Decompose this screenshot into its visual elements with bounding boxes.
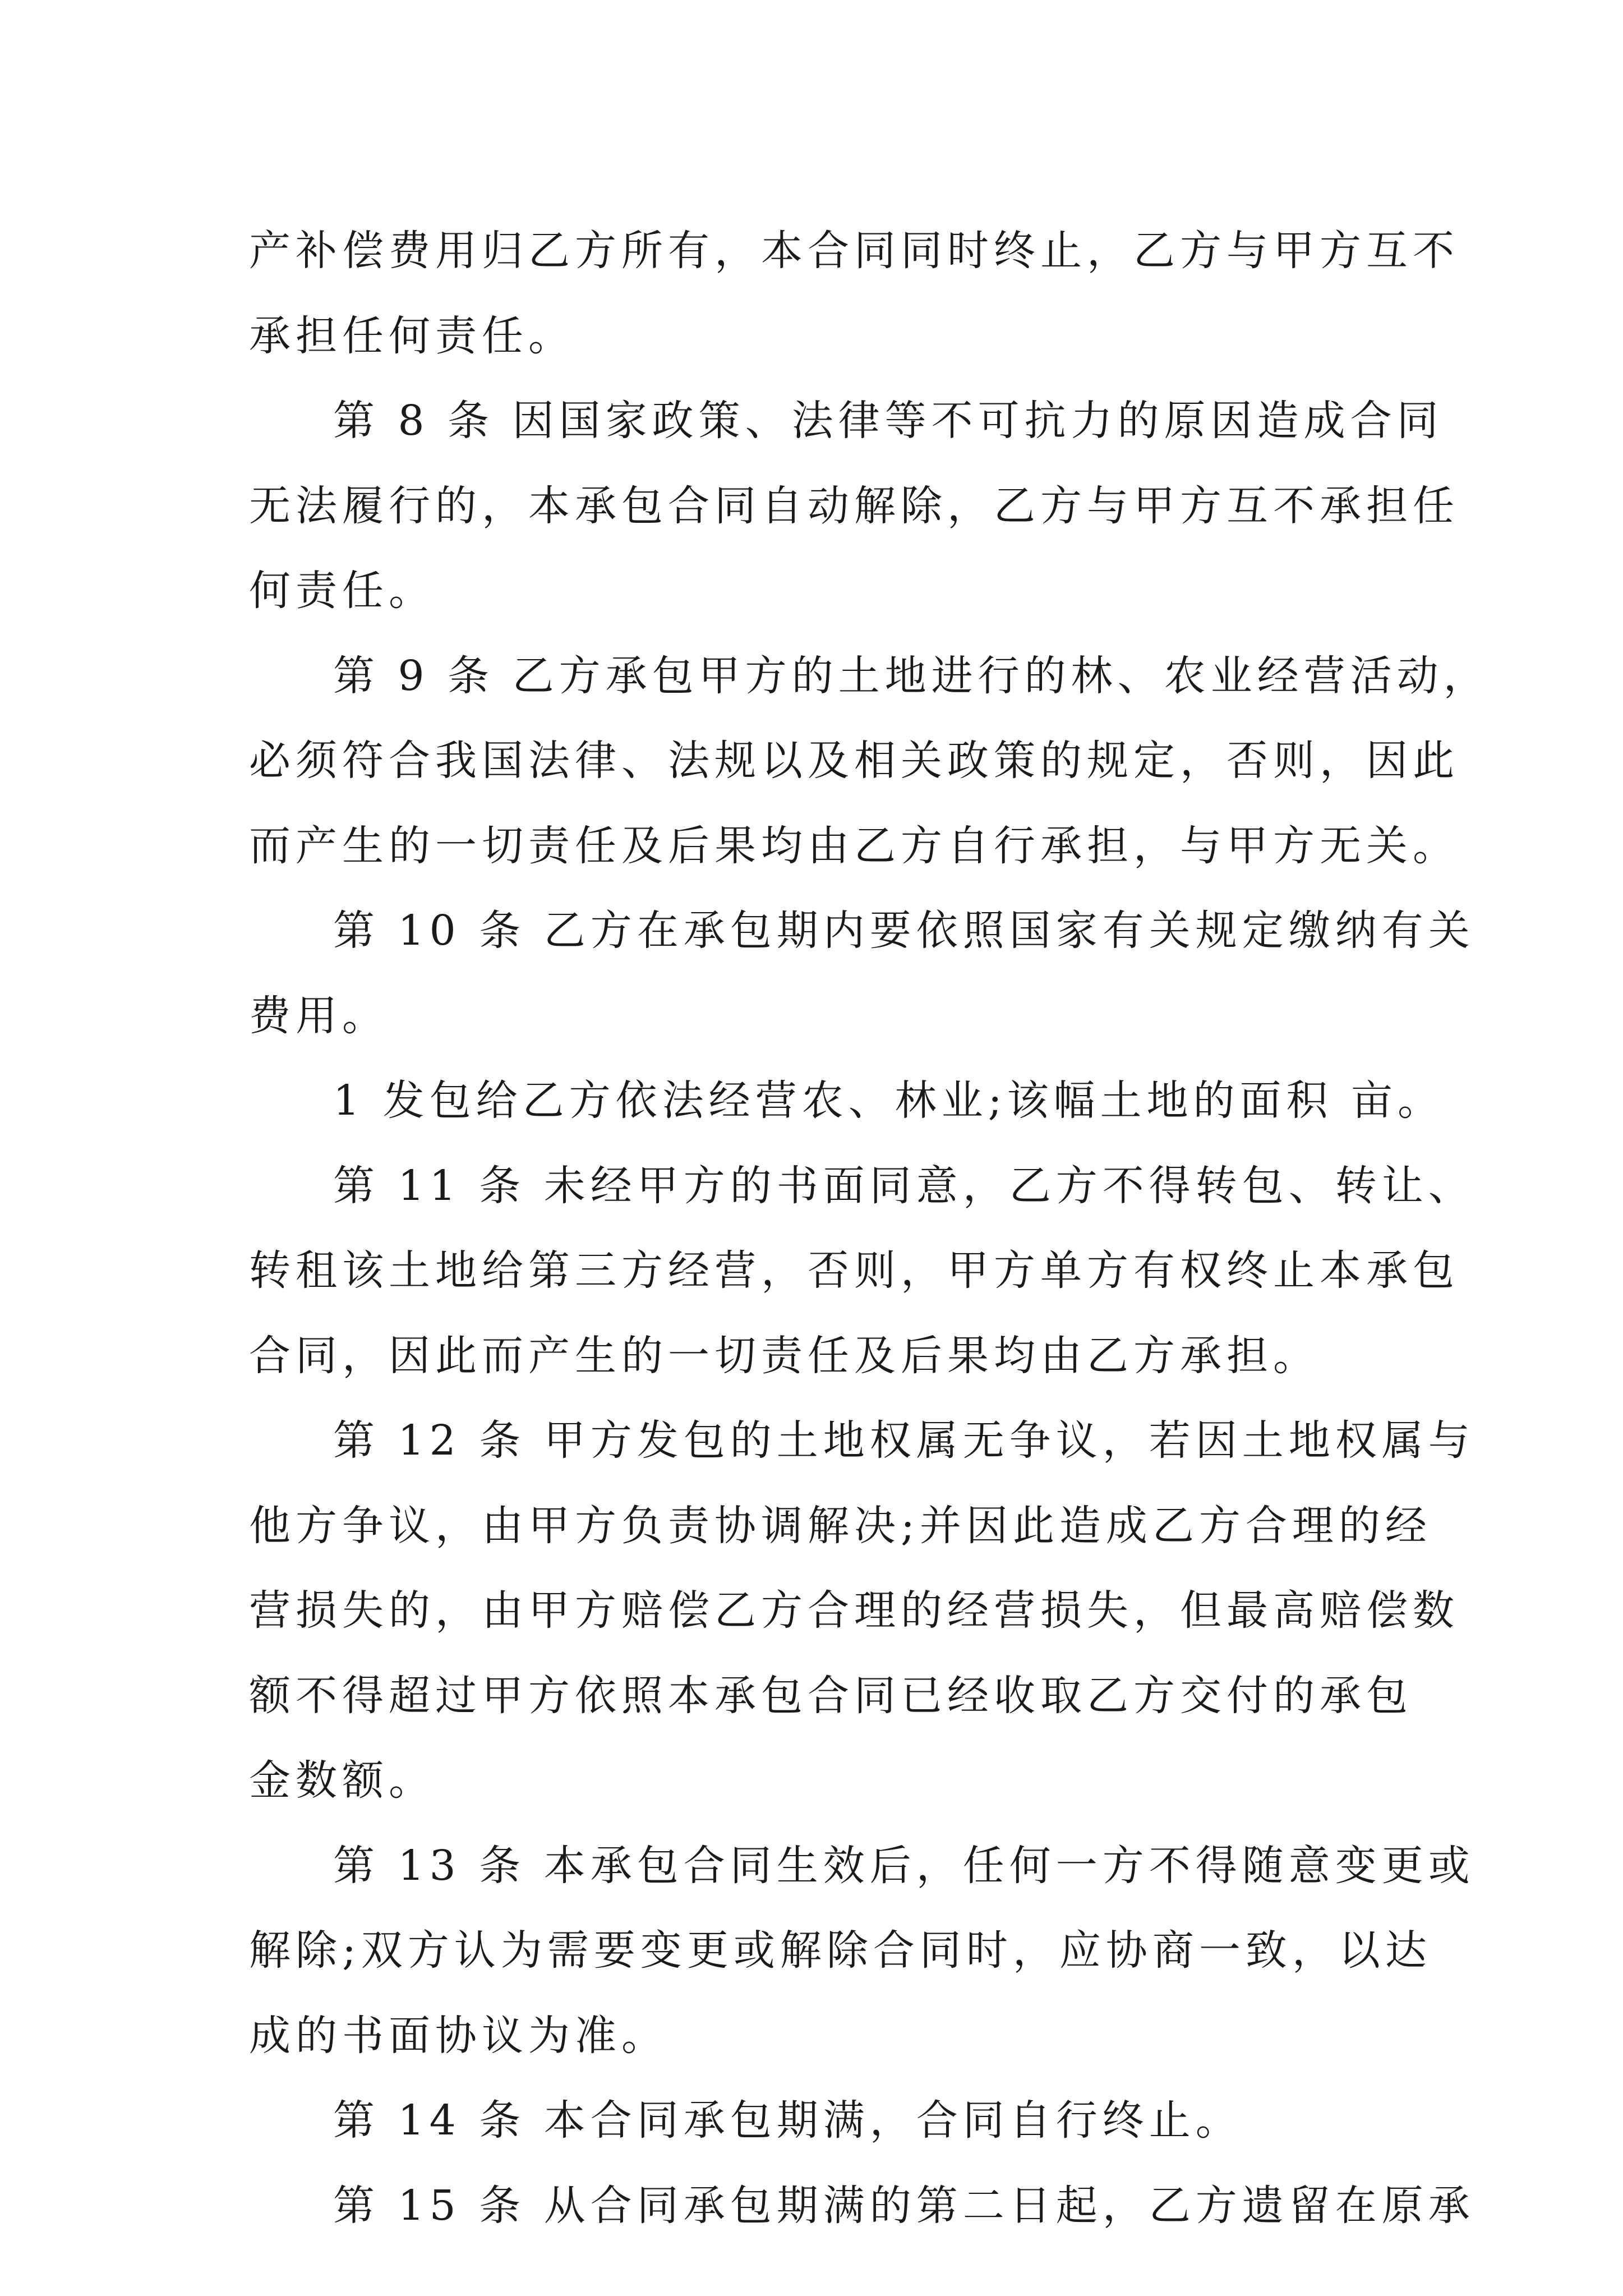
text-line: 无法履行的，本承包合同自动解除，乙方与甲方互不承担任 [249,481,1459,530]
text-line: 营损失的，由甲方赔偿乙方合理的经营损失，但最高赔偿数 [249,1586,1459,1635]
text-line: 产补偿费用归乙方所有，本合同同时终止，乙方与甲方互不 [249,227,1459,275]
text-line: 他方争议，由甲方负责协调解决;并因此造成乙方合理的经 [249,1501,1432,1550]
item-1-line: 1 发包给乙方依法经营农、林业;该幅土地的面积 亩。 [333,1076,1445,1125]
text-line: 额不得超过甲方依照本承包合同已经收取乙方交付的承包 [249,1671,1413,1720]
article-11-line: 第 11 条 未经甲方的书面同意，乙方不得转包、转让、 [333,1161,1475,1210]
article-9-line: 第 9 条 乙方承包甲方的土地进行的林、农业经营活动， [333,651,1490,700]
text-line: 转租该土地给第三方经营，否则，甲方单方有权终止本承包 [249,1246,1459,1295]
article-10-line: 第 10 条 乙方在承包期内要依照国家有关规定缴纳有关 [333,907,1475,955]
text-line: 合同，因此而产生的一切责任及后果均由乙方承担。 [249,1331,1320,1380]
article-15-line: 第 15 条 从合同承包期满的第二日起，乙方遗留在原承 [333,2181,1475,2230]
text-line: 成的书面协议为准。 [249,2011,668,2060]
article-12-line: 第 12 条 甲方发包的土地权属无争议，若因土地权属与 [333,1416,1475,1465]
text-line: 承担任何责任。 [249,311,575,360]
text-line: 何责任。 [249,567,435,615]
article-8-line: 第 8 条 因国家政策、法律等不可抗力的原因造成合同 [333,397,1444,445]
text-line: 解除;双方认为需要变更或解除合同时，应协商一致，以达 [249,1926,1432,1975]
text-line: 金数额。 [249,1756,435,1805]
text-line: 必须符合我国法律、法规以及相关政策的规定，否则，因此 [249,737,1459,785]
text-line: 而产生的一切责任及后果均由乙方自行承担，与甲方无关。 [249,821,1459,870]
document-body [249,209,1490,2248]
text-line: 费用。 [249,991,389,1040]
article-14-line: 第 14 条 本合同承包期满，合同自行终止。 [333,2096,1242,2145]
article-13-line: 第 13 条 本承包合同生效后，任何一方不得随意变更或 [333,1841,1475,1890]
